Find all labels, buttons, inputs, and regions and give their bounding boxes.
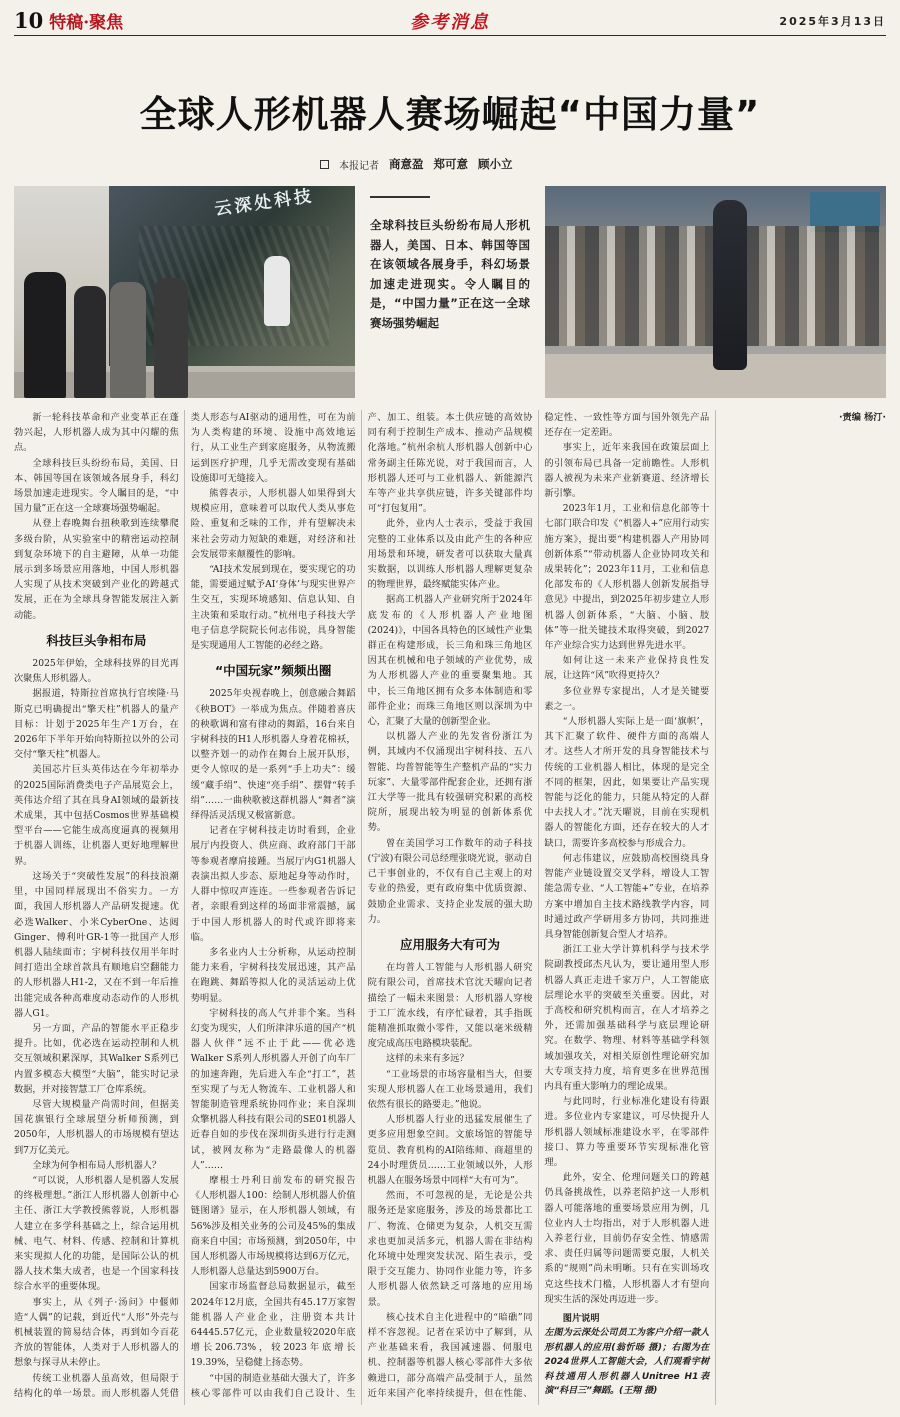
body-paragraph: 熊蓉表示，人形机器人如果得到大规模应用，意味着可以取代人类从事危险、重复和乏味的工作，并有望解决未来社会劳动力短缺的难题，对经济和社会发展带来颠覆性的影响。: [190, 488, 356, 560]
body-paragraph: 摩根士丹利日前发布的研究报告《人形机器人100：绘制人形机器人价值链图谱》显示，在人形机器人领域，有56%涉及相关业务的公司及45%的集成商来自中国；市场预测，到2050年，中国人形机器人市场规模将达到6万亿元，人形机器人总量达到5900万台。: [190, 1174, 356, 1278]
body-paragraph: 曾在美国学习工作数年的动子科技(宁波)有限公司总经理张晓光说，驱动自己干事创业的，不仅有自己主观上的对专业的热爱，更有政府集中优质资源、鼓励企业需求、支持企业发展的强大助力。: [367, 837, 533, 925]
caption-label: 图片说明: [562, 1312, 600, 1324]
photo-robot-figure: [713, 200, 747, 370]
body-paragraph: 美国芯片巨头英伟达在今年初举办的2025国际消费类电子产品展览会上，英伟达介绍了其在具身AI领域的最新技术成果，其中包括Cosmos世界基础模型平台——它能生成高度逼真的视频用于机器人训练，让机器人更好地理解世界。: [14, 764, 179, 867]
body-paragraph: 2025年伊始，全球科技界的目光再次聚焦人形机器人。: [14, 658, 179, 685]
photo-wall-sign: 云深处科技: [213, 186, 316, 220]
body-paragraph: 记者在宇树科技走访时看到，企业展厅内投资人、供应商、政府部门干部等参观者摩肩接踵。当展厅内G1机器人表演出拟人步态、原地起身等动作时，人群中惊叹声连连。一些参观者告诉记者，亲眼看到这样的场面非常震撼，属于中国人形机器人的时代或许即将来临。: [190, 825, 356, 943]
body-paragraph: 核心技术自主化进程中的“暗礁”同样不容忽视。记者在采访中了解到，从产业基础来看，我国减速器、伺服电机、控制器等机器人核心零部件大多依赖进口，部分高端产品受制于人，虽然近年来国产化率持续提升，但在性能、稳定性、一致性等方面与国外领先产品还存在一定差距。: [367, 412, 710, 1399]
headline: 全球人形机器人赛场崛起“中国力量”: [139, 93, 761, 136]
body-paragraph: 多名业内人士分析称，从运动控制能力来看，宇树科技发展迅速，其产品在跑跳、舞蹈等拟人化的灵活运动上优势明显。: [190, 946, 356, 1004]
body-paragraph: 宇树科技的高人气并非个案。当科幻变为现实，人们所津津乐道的国产“机器人伙伴”远不止于此——优必选Walker S系列人形机器人开创了向车厂的加速奔跑，先后进入车企“打工”，甚至实现了与无人物流车、工业机器人和智能制造管理系统协同作业；来自深圳众擎机器人科技有限公司的SE01机器人近春自如的步伐在深圳街头进行行走测试，被网友称为“走路最像人的机器人”……: [190, 1007, 356, 1171]
body-paragraph: 据报道，特斯拉首席执行官埃隆·马斯克已明确提出“擎天柱”机器人的量产目标：计划于2025年生产1万台，在2026年下半年开始向特斯拉以外的公司交付“擎天柱”机器人。: [14, 688, 179, 761]
body-paragraph: 此外，业内人士表示，受益于我国完整的工业体系以及由此产生的各种应用场景和环境，研发者可以获取大量真实数据，以训练人形机器人理解更复杂的物理世界，最终赋能实体产业。: [367, 518, 533, 591]
body-paragraph: 此外，安全、伦理问题关口的跨越仍具备挑战性，以养老陪护这一人形机器人可能落地的重要场景应用为例，几位业内人士均指出，对于人形机器人进入养老行业，目前仍存安全性、情感需求、责任归属等问题需要克服，人机关系的“规则”尚未明晰。只有在实训场攻克这些技术门槛，人形机器人才有望向现实生活的深处再迈进一步。: [544, 1172, 710, 1305]
body-paragraph: “工业场景的市场容量相当大，但要实现人形机器人在工业场景通用，我们依然有很长的路要走。”他说。: [367, 1068, 533, 1110]
body-paragraph: 人形机器人行业的迅猛发展催生了更多应用想象空间。文旅场馆的智能导览员、教育机构的AI陪练师、商超里的24小时理货员……工业领域以外，人形机器人在服务场景中同样“大有可为”。: [367, 1114, 533, 1186]
body-paragraph: 浙江工业大学计算机科学与技术学院副教授邱杰凡认为，要让通用型人形机器人真正走进千家万户，人工智能底层理论水平的突破至关重要。因此，对于高校和研究机构而言，在人才培养之外，还需加强基础科学与底层理论研究。在数学、物理、材料等基础学科领域加强攻关，对相关原创性理论研究加大专项支持力度，培育更多在世界范围内具有重大影响力的理论成果。: [544, 944, 710, 1092]
photo-right-robot-dance: [545, 186, 886, 398]
photo-person: [154, 278, 188, 398]
body-paragraph: 事实上，近年来我国在政策层面上的引领布局已具备一定前瞻性。人形机器人被视为未来产业新赛道、经济增长新引擎。: [544, 442, 710, 500]
body-paragraph: 新一轮科技革命和产业变革正在蓬勃兴起，人形机器人成为其中闪耀的焦点。: [14, 412, 179, 454]
body-paragraph: 在均普人工智能与人形机器人研究院有限公司，首席技术官沈天曜向记者描绘了一幅未来图景：人形机器人穿梭于工厂流水线，有序忙碌着，其手指既能精准抓取微小零件，又能以毫米级精度完成高压电路模块装配。: [367, 962, 533, 1050]
body-paragraph: 以机器人产业的先发省份浙江为例，其域内不仅涌现出宇树科技、五八智能、均普智能等生产整机产品的“实力玩家”、大量零部件配套企业，还拥有浙江大学等一批具有较强研究积累的高校院所，展现出较为明显的创新体系优势。: [367, 731, 533, 834]
body-paragraph: 全球为何争相布局人形机器人？: [32, 1159, 162, 1171]
body-paragraph: 何志伟建议，应鼓励高校围绕具身智能产业链设置交叉学科，增设人工智能急需专业、“人工智能+”专业，在培养方案中增加自主技术路线教学内容，同时通过政产学研用多方协同，共同推进具身智能创新复合型人才培养。: [544, 852, 710, 940]
article-body: [14, 410, 886, 1405]
photo-person: [110, 282, 146, 398]
body-paragraph: 这场关于“突破性发展”的科技浪潮里，中国同样展现出不俗实力。一方面，我国人形机器人产品研发提速。优必选Walker、小米CyberOne、达闼Ginger、傅利叶GR-1等一批国产人形机器人陆续面市；宇树科技仅用半年时间打造出全球首款具有顺地启空翻能力的人形机器人H1-2，又在不到一年后推出能完成各种高难度动态动作的人形机器人G1。: [14, 870, 179, 1019]
lead-divider: [370, 196, 430, 198]
subheading: 应用服务大有可为: [399, 936, 500, 952]
masthead-logo: 参考消息: [410, 11, 490, 33]
subheading: 科技巨头争相布局: [46, 632, 147, 648]
body-paragraph: 另一方面，产品的智能水平正稳步提升。比如，优必选在运动控制和人机交互领域积累深厚，其Walker S系列已内置多模态大模型“大脑”，能实时记录数据，并对接智慧工厂仓库系统。: [14, 1022, 179, 1095]
byline-name: 商意盈: [389, 157, 424, 171]
byline: [320, 156, 513, 172]
body-paragraph: “可以说，人形机器人是机器人发展的终极理想。”浙江人形机器人创新中心主任、浙江大学教授熊蓉说，人形机器人建立在多学科基础之上，综合运用机械、电气、材料、传感、控制和计算机来实现拟人化的功能，是国际公认的机器人技术集大成者，也是一个国家科技综合水平的重要体现。: [14, 1174, 179, 1293]
photo-robot-figure: [264, 256, 290, 326]
body-paragraph: 据高工机器人产业研究所于2024年底发布的《人形机器人产业地图(2024)》，中国各具特色的区域性产业集群正在构建形成，长三角和珠三角地区因其在机械和电子领域的产业优势，成为人形机器人产业的重要聚集地。其中，长三角地区拥有众多本体制造和零部件企业；而珠三角地区则以深圳为中心，汇聚了大量的创新型企业。: [367, 594, 533, 728]
body-paragraph: 然而，不可忽视的是，无论是公共服务还是家庭服务，涉及的场景都比工厂、物流、仓储更为复杂，人机交互需求也更加灵活多元，机器人需在非结构化环境中处理突发状况、陌生表示，受限于交互能力、协同作业能力等，许多人形机器人依然缺乏可落地的应用场景。: [367, 1190, 533, 1308]
byline-name: 顾小立: [478, 157, 513, 171]
page-header: [14, 6, 886, 36]
body-paragraph: 尽管大规模量产尚需时间，但据美国花旗银行全球展望分析师预测，到2050年，人形机器人的市场规模有望达到7万亿美元。: [14, 1098, 179, 1156]
byline-marker-icon: [320, 160, 329, 169]
body-paragraph: 传统工业机器人虽高效，但局限于结构化的单一场景。而人形机器人凭借类人形态与AI驱动的通用性，可在为前为人类构建的环境、设施中高效地运行，从工业生产到家庭服务，从物流搬运到医疗护理，几乎无需改变现有基础设施即可无缝接入。: [14, 412, 356, 1399]
body-paragraph: 2025年央视春晚上，创意融合舞蹈《秧BOT》一举成为焦点。伴随着喜庆的秧歌调和富有律动的舞蹈，16台来自宇树科技的H1人形机器人身着花棉袄，以整齐划一的动作在舞台上展开队形，更令人惊叹的是一系列“手上功夫”：缓缓“藏手绢”、快速“亮手绢”、摆臂“转手绢”……一曲秧歌被这群机器人“舞者”演绎得活灵活现又极富新意。: [190, 688, 356, 822]
body-paragraph: “人形机器人实际上是一面‘旗帜’，其下汇聚了软件、硬件方面的高端人才。这些人才所开发的具身智能技术与传统的工业机器人相比，体现的是完全不同的框架，因此，如果要让产品实现智能与泛化的能力，只能从特定的人群中去找人才。”沈天曜说，目前在实现机器人的智能化方面，还存在较大的人才缺口，需要许多高校参与形成合力。: [544, 716, 710, 849]
lead-paragraph: 全球科技巨头纷纷布局人形机器人，美国、日本、韩国等国在该领域各展身手，科幻场景加速走进现实。令人瞩目的是，“中国力量”正在这一全球赛场强势崛起: [370, 218, 530, 330]
body-paragraph: 与此同时，行业标准化建设有待跟进。多位业内专家建议，可尽快提升人形机器人领域标准建设水平，在零部件接口、算力等重要环节实现标准化管理。: [544, 1096, 710, 1168]
photo-left-robot-showroom: [14, 186, 355, 398]
photo-person: [24, 272, 66, 398]
body-paragraph: “AI技术发展到现在，要实现它的功能，需要通过赋予AI‘身体’与现实世界产生交互，实现环境感知、信息认知、自主决策和采取行动。”杭州电子科技大学电子信息学院院长何志伟说，具身智能是实现通用人工智能的必经之路。: [190, 564, 356, 652]
photo-person: [74, 286, 106, 398]
section-title: 特稿·聚焦: [49, 13, 124, 33]
editor-credit: ·责编 杨汀·: [839, 412, 886, 423]
body-paragraph: 事实上，从《列子·汤问》中偃师造“人偶”的记载，到近代“人形”外壳与机械装置的简易结合体，再到如今百花齐放的智能体，人类对于人形机器人的想象与探寻从未停止。: [14, 1296, 179, 1369]
body-paragraph: 全球科技巨头纷纷布局，美国、日本、韩国等国在该领域各展身手，科幻场景加速走进现实。令人瞩目的是，“中国力量”正在这一全球赛场强势崛起。: [14, 457, 179, 515]
body-paragraph: 多位业界专家提出，人才是关键要素之一。: [544, 685, 710, 712]
body-paragraph: 如何让这一未来产业保持良性发展，让这阵“风”吹得更持久？: [544, 655, 710, 682]
photo-caption: 左图为云深处公司员工为客户介绍一款人形机器人的应用(翁忻旸 摄)；右图为在2024世界人工智能大会，人们观看宇树科技通用人形机器人Unitree H1表演“科目三”舞蹈。(王翔 摄): [544, 1328, 710, 1397]
body-paragraph: 2023年1月，工业和信息化部等十七部门联合印发《“机器人+”应用行动实施方案》，提出要“构建机器人产用协同创新体系”“带动机器人企业协同攻关和成果转化”；2023年11月，工业和信息化部发布的《人形机器人创新发展指导意见》中提出，到2025年初步建立人形机器人创新体系，“大脑、小脑、肢体”等一批关键技术取得突破，到2027年产业综合实力达到世界先进水平。: [544, 503, 710, 652]
byline-name: 郑可意: [433, 157, 468, 171]
page-number: 10: [14, 8, 44, 33]
subheading: “中国玩家”频频出圈: [214, 663, 332, 679]
byline-role: 本报记者: [339, 160, 379, 172]
body-paragraph: 这样的未来有多远？: [385, 1053, 469, 1065]
body-paragraph: 从登上春晚舞台扭秧歌到连续攀爬多级台阶，从实验室中的精密运动控制到复杂环境下的自主避障，从单一功能展示到多场景应用落地，中国人形机器人实现了从技术突破到产业化的跨越式发展，正在为全球具身智能发展注入新动能。: [14, 518, 179, 621]
issue-date: 2025年3月13日: [779, 14, 886, 28]
body-paragraph: “中国的制造业基础大强大了，许多核心零部件可以由我们自己设计、生产、加工、组装。本土供应链的高效协同有利于控制生产成本、推动产品规模化落地。”杭州余杭人形机器人创新中心常务副主任陈光说，对于我国而言，人形机器人还可与工业机器人、新能源汽车等产业共享供应链，许多关键部件均可“打包复用”。: [190, 412, 533, 1399]
body-paragraph: 国家市场监督总局数据显示，截至2024年12月底，全国共有45.17万家智能机器人产业企业，注册资本共计64445.57亿元，企业数量较2020年底增长206.73%，较2023年底增长19.39%，呈稳健上扬态势。: [190, 1281, 356, 1369]
